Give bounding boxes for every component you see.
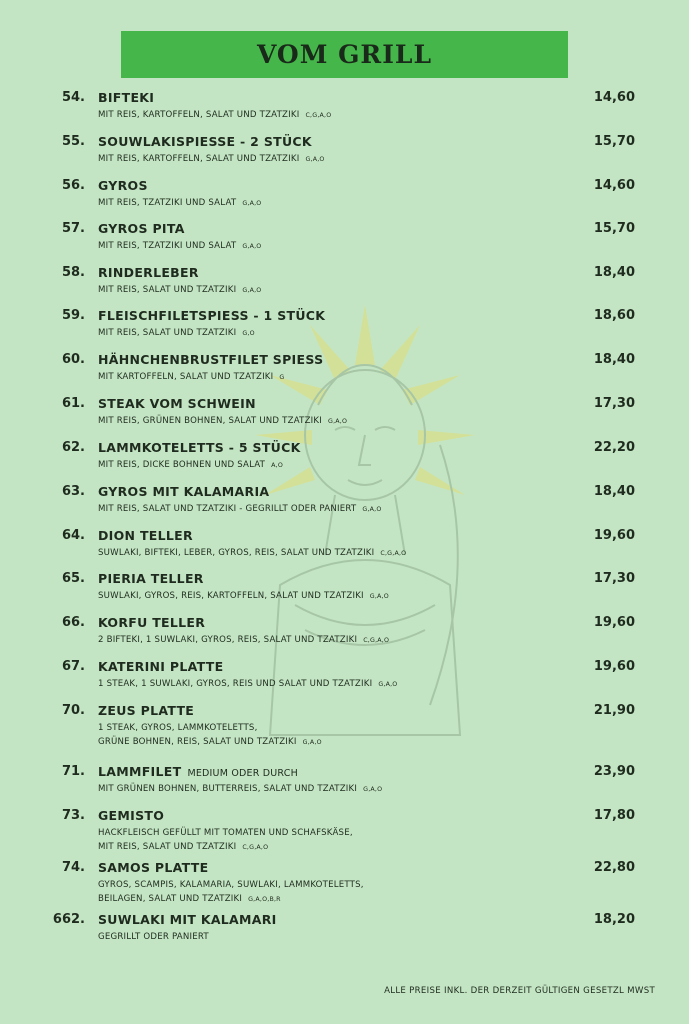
allergen-tag: C,G,A,O <box>305 112 332 119</box>
item-price: 17,30 <box>593 396 635 411</box>
item-description: MIT REIS, DICKE BOHNEN UND SALAT A,O <box>98 460 284 470</box>
allergen-tag: G,O <box>242 330 255 337</box>
item-doneness-note: MEDIUM ODER DURCH <box>187 768 298 779</box>
allergen-tag: C,G,A,O <box>242 844 269 851</box>
item-price: 23,90 <box>593 764 635 779</box>
allergen-tag: A,O <box>271 462 284 469</box>
item-price: 18,60 <box>593 308 635 323</box>
allergen-tag: G,A,O,B,R <box>248 896 281 903</box>
item-number: 60. <box>61 352 85 367</box>
item-name: HÄHNCHENBRUSTFILET SPIESS <box>98 352 324 367</box>
item-description: MIT REIS, KARTOFFELN, SALAT UND TZATZIKI C,G,A,O <box>98 110 332 120</box>
item-description: MIT GRÜNEN BOHNEN, BUTTERREIS, SALAT UND TZATZIKI G,A,O <box>98 784 383 794</box>
item-description: 1 STEAK, GYROS, LAMMKOTELETTS, GRÜNE BOHNEN, REIS, SALAT UND TZATZIKI G,A,O <box>98 723 322 747</box>
item-name: SOUWLAKISPIESSE - 2 STÜCK <box>98 134 312 149</box>
item-number: 56. <box>61 178 85 193</box>
item-price: 14,60 <box>593 178 635 193</box>
item-number: 73. <box>61 808 85 823</box>
item-number: 64. <box>61 528 85 543</box>
item-number: 662. <box>52 912 85 927</box>
item-description: MIT REIS, GRÜNEN BOHNEN, SALAT UND TZATZIKI G,A,O <box>98 416 348 426</box>
item-description: GYROS, SCAMPIS, KALAMARIA, SUWLAKI, LAMMKOTELETTS, BEILAGEN, SALAT UND TZATZIKI G,A,O,B,R <box>98 880 364 904</box>
price-footnote: ALLE PREISE INKL. DER DERZEIT GÜLTIGEN GESETZL MWST <box>384 986 655 996</box>
title-banner <box>121 31 568 78</box>
item-name: RINDERLEBER <box>98 265 199 280</box>
item-name: LAMMKOTELETTS - 5 STÜCK <box>98 440 301 455</box>
item-description: MIT REIS, TZATZIKI UND SALAT G,A,O <box>98 241 262 251</box>
allergen-tag: C,G,A,O <box>363 637 390 644</box>
page-title: VOM GRILL <box>256 40 433 69</box>
allergen-tag: G,A,O <box>369 593 389 600</box>
item-price: 18,20 <box>593 912 635 927</box>
item-price: 19,60 <box>593 528 635 543</box>
item-description: MIT REIS, SALAT UND TZATZIKI G,O <box>98 328 255 338</box>
item-number: 57. <box>61 221 85 236</box>
item-price: 19,60 <box>593 615 635 630</box>
item-price: 18,40 <box>593 265 635 280</box>
item-name: GEMISTO <box>98 808 165 823</box>
item-name: KORFU TELLER <box>98 615 206 630</box>
item-number: 54. <box>61 90 85 105</box>
item-price: 18,40 <box>593 352 635 367</box>
item-number: 63. <box>61 484 85 499</box>
item-price: 15,70 <box>593 221 635 236</box>
item-name: GYROS MIT KALAMARIA <box>98 484 270 499</box>
item-number: 62. <box>61 440 85 455</box>
item-name: GYROS PITA <box>98 221 185 236</box>
item-description: SUWLAKI, GYROS, REIS, KARTOFFELN, SALAT UND TZATZIKI G,A,O <box>98 591 389 601</box>
allergen-tag: G,A,O <box>363 786 383 793</box>
item-description: SUWLAKI, BIFTEKI, LEBER, GYROS, REIS, SALAT UND TZATZIKI C,G,A,O <box>98 548 407 558</box>
item-description: MIT REIS, SALAT UND TZATZIKI G,A,O <box>98 285 262 295</box>
item-name: SAMOS PLATTE <box>98 860 209 875</box>
item-name: LAMMFILET MEDIUM ODER DURCH <box>98 764 298 779</box>
allergen-tag: G,A,O <box>242 287 262 294</box>
item-number: 58. <box>61 265 85 280</box>
item-price: 21,90 <box>593 703 635 718</box>
item-number: 71. <box>61 764 85 779</box>
item-number: 67. <box>61 659 85 674</box>
allergen-tag: G,A,O <box>305 156 325 163</box>
item-name: BIFTEKI <box>98 90 155 105</box>
item-number: 55. <box>61 134 85 149</box>
allergen-tag: G,A,O <box>242 200 262 207</box>
item-name: STEAK VOM SCHWEIN <box>98 396 256 411</box>
item-description: 2 BIFTEKI, 1 SUWLAKI, GYROS, REIS, SALAT UND TZATZIKI C,G,A,O <box>98 635 390 645</box>
item-number: 65. <box>61 571 85 586</box>
allergen-tag: G,A,O <box>242 243 262 250</box>
item-description: MIT REIS, SALAT UND TZATZIKI - GEGRILLT ODER PANIERT G,A,O <box>98 504 382 514</box>
allergen-tag: G,A,O <box>378 681 398 688</box>
allergen-tag: G,A,O <box>302 739 322 746</box>
item-name: DION TELLER <box>98 528 193 543</box>
item-name: GYROS <box>98 178 148 193</box>
allergen-tag: C,G,A,O <box>380 550 407 557</box>
item-number: 70. <box>61 703 85 718</box>
item-name: KATERINI PLATTE <box>98 659 224 674</box>
item-number: 66. <box>61 615 85 630</box>
item-price: 18,40 <box>593 484 635 499</box>
item-price: 19,60 <box>593 659 635 674</box>
item-description: MIT REIS, KARTOFFELN, SALAT UND TZATZIKI G,A,O <box>98 154 325 164</box>
allergen-tag: G,A,O <box>327 418 348 425</box>
allergen-tag: G <box>279 374 285 381</box>
item-description: MIT KARTOFFELN, SALAT UND TZATZIKI G <box>98 372 285 382</box>
item-description: MIT REIS, TZATZIKI UND SALAT G,A,O <box>98 198 262 208</box>
item-number: 74. <box>61 860 85 875</box>
allergen-tag: G,A,O <box>362 506 382 513</box>
item-price: 14,60 <box>593 90 635 105</box>
item-price: 17,30 <box>593 571 635 586</box>
item-name: SUWLAKI MIT KALAMARI <box>98 912 277 927</box>
item-price: 15,70 <box>593 134 635 149</box>
item-description: GEGRILLT ODER PANIERT <box>98 932 209 942</box>
item-description: 1 STEAK, 1 SUWLAKI, GYROS, REIS UND SALAT UND TZATZIKI G,A,O <box>98 679 398 689</box>
item-number: 59. <box>61 308 85 323</box>
item-price: 17,80 <box>593 808 635 823</box>
item-price: 22,20 <box>593 440 635 455</box>
item-description: HACKFLEISCH GEFÜLLT MIT TOMATEN UND SCHAFSKÄSE, MIT REIS, SALAT UND TZATZIKI C,G,A,O <box>98 828 353 852</box>
item-name: FLEISCHFILETSPIESS - 1 STÜCK <box>98 308 326 323</box>
item-price: 22,80 <box>593 860 635 875</box>
item-name: ZEUS PLATTE <box>98 703 195 718</box>
item-name: PIERIA TELLER <box>98 571 204 586</box>
item-number: 61. <box>61 396 85 411</box>
